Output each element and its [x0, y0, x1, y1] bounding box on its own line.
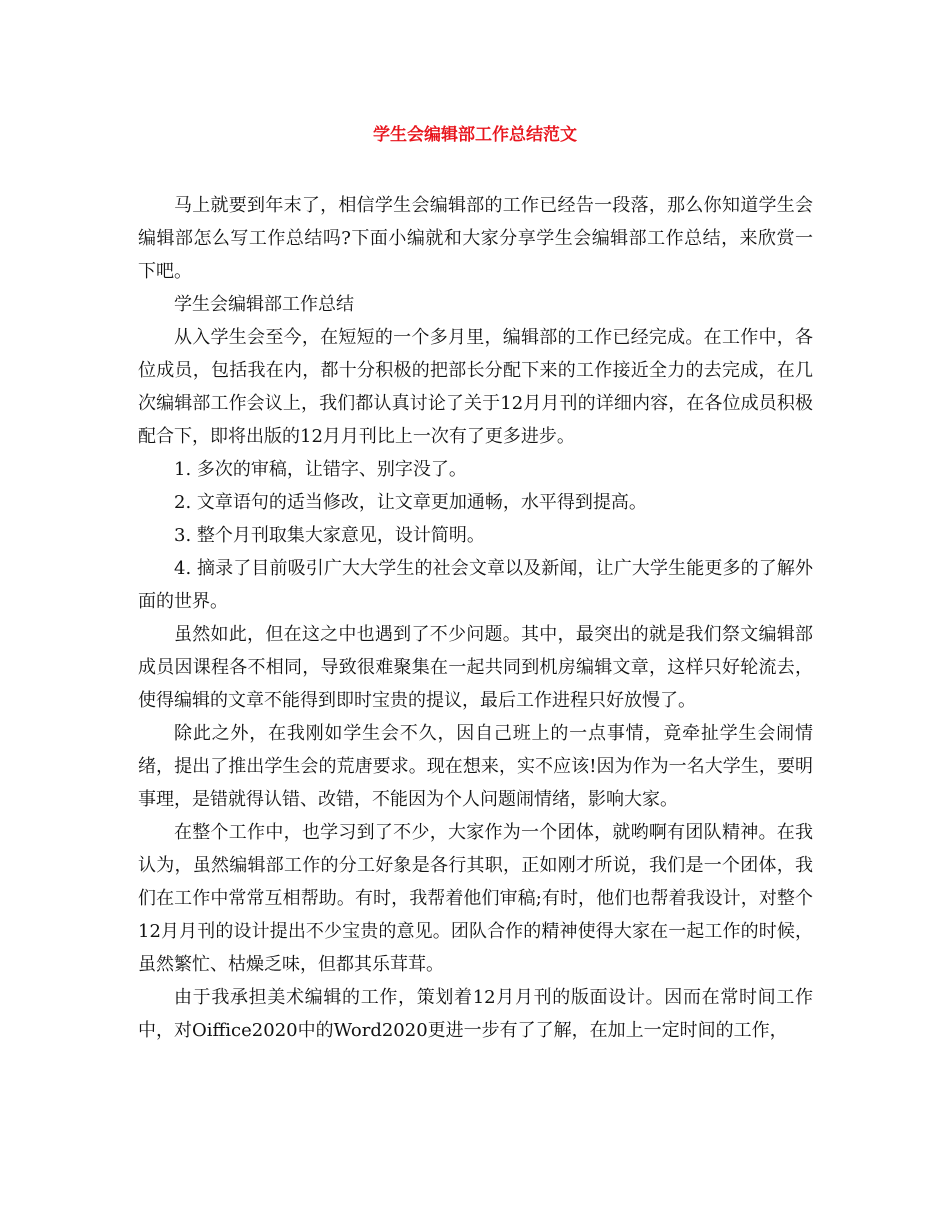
paragraph-problems: 虽然如此，但在这之中也遇到了不少问题。其中，最突出的就是我们祭文编辑部成员因课程各不相同，导致很难聚集在一起共同到机房编辑文章，这样只好轮流去，使得编辑的文章不能得到即时宝贵的提议，最后工作进程只好放慢了。 [138, 624, 813, 711]
document-body [138, 189, 813, 1047]
document-title: 学生会编辑部工作总结范文 [373, 125, 577, 145]
list-item-1: 1. 多次的审稿，让错字、别字没了。 [174, 459, 467, 480]
list-item-2: 2. 文章语句的适当修改，让文章更加通畅，水平得到提高。 [174, 492, 647, 513]
paragraph-teamwork: 在整个工作中，也学习到了不少，大家作为一个团体，就哟啊有团队精神。在我认为，虽然编辑部工作的分工好象是各行其职，正如刚才所说，我们是一个团体，我们在工作中常常互相帮助。有时，我帮着他们审稿;有时，他们也帮着我设计，对整个12月月刊的设计提出不少宝贵的意见。团队合作的精神使得大家在一起工作的时候，虽然繁忙、枯燥乏味，但都其乐茸茸。 [138, 822, 813, 975]
paragraph-overview: 从入学生会至今，在短短的一个多月里，编辑部的工作已经完成。在工作中，各位成员，包括我在内，都十分积极的把部长分配下来的工作接近全力的去完成，在几次编辑部工作会议上，我们都认真讨论了关于12月月刊的详细内容，在各位成员积极配合下，即将出版的12月月刊比上一次有了更多进步。 [138, 327, 813, 447]
paragraph-art-editing: 由于我承担美术编辑的工作，策划着12月月刊的版面设计。因而在常时间工作中，对Oiffice2020中的Word2020更进一步有了了解，在加上一定时间的工作， [138, 987, 813, 1041]
list-item-4: 4. 摘录了目前吸引广大大学生的社会文章以及新闻，让广大学生能更多的了解外面的世界。 [138, 558, 813, 612]
paragraph-intro: 马上就要到年末了，相信学生会编辑部的工作已经告一段落，那么你知道学生会编辑部怎么写工作总结吗?下面小编就和大家分享学生会编辑部工作总结，来欣赏一下吧。 [138, 195, 813, 282]
paragraph-subtitle: 学生会编辑部工作总结 [174, 294, 354, 315]
paragraph-self-reflection: 除此之外，在我刚如学生会不久，因自己班上的一点事情，竟牵扯学生会闹情绪，提出了推出学生会的荒唐要求。现在想来，实不应该!因为作为一名大学生，要明事理，是错就得认错、改错，不能因为个人问题闹情绪，影响大家。 [138, 723, 813, 810]
list-item-3: 3. 整个月刊取集大家意见，设计简明。 [174, 525, 485, 546]
